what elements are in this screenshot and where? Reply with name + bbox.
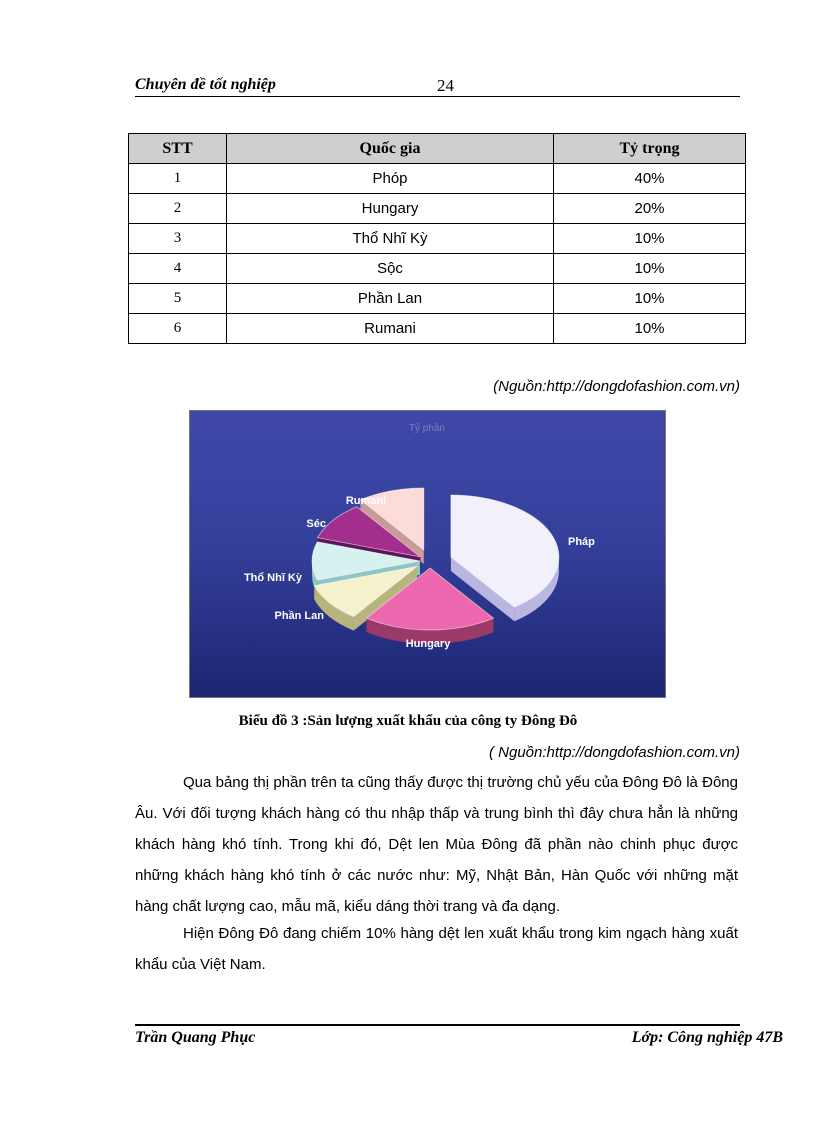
cell-stt: 1: [129, 164, 227, 194]
cell-country: Thổ Nhĩ Kỳ: [227, 224, 554, 254]
pie-label-phap: Pháp: [568, 536, 595, 548]
table-row: [129, 284, 746, 314]
table-row: [129, 314, 746, 344]
cell-stt: 3: [129, 224, 227, 254]
table-row: [129, 194, 746, 224]
column-header-country: Quốc gia: [227, 134, 554, 164]
footer-divider: [135, 1024, 740, 1026]
table-row: [129, 224, 746, 254]
table-row: [129, 254, 746, 284]
page-number: 24: [437, 76, 454, 95]
pie-chart-canvas: [190, 411, 665, 697]
footer-author: Trần Quang Phục: [135, 1029, 256, 1046]
cell-stt: 4: [129, 254, 227, 284]
cell-country: Sộc: [227, 254, 554, 284]
cell-country: Rumani: [227, 314, 554, 344]
chart-source-note: ( Nguồn:http://dongdofashion.com.vn): [489, 744, 740, 761]
body-paragraph-text: Hiện Đông Đô đang chiếm 10% hàng dệt len xuất khẩu trong kim ngạch hàng xuất khẩu của Việt Nam.: [135, 925, 738, 973]
cell-share: 10%: [554, 224, 746, 254]
cell-share: 40%: [554, 164, 746, 194]
column-header-share: Tỷ trọng: [554, 134, 746, 164]
column-header-stt: STT: [129, 134, 227, 164]
cell-country: Phóp: [227, 164, 554, 194]
pie-label-tho-nhi-ky: Thổ Nhĩ Kỳ: [243, 572, 302, 584]
cell-stt: 2: [129, 194, 227, 224]
cell-share: 20%: [554, 194, 746, 224]
page-header: [135, 74, 740, 97]
pie-label-sec: Séc: [306, 518, 326, 530]
table-source-note: (Nguồn:http://dongdofashion.com.vn): [493, 378, 740, 395]
pie-label-hungary: Hungary: [405, 638, 451, 650]
cell-country: Phần Lan: [227, 284, 554, 314]
market-share-table: [128, 133, 746, 344]
table-row: [129, 164, 746, 194]
cell-share: 10%: [554, 284, 746, 314]
pie-label-rumani: Rumani: [345, 495, 387, 507]
cell-share: 10%: [554, 254, 746, 284]
cell-country: Hungary: [227, 194, 554, 224]
body-paragraph-text: Qua bảng thị phần trên ta cũng thấy được thị trường chủ yếu của Đông Đô là Đông Âu. Với đối tượng khách hàng có thu nhập thấp và trung bình thì đây chưa hẳn là những khách hàng khó tính. Trong khi đó, Dệt len Mùa Đông đã phần nào chinh phục được những khách hàng khó tính ở các nước như: Mỹ, Nhật Bản, Hàn Quốc với những mặt hàng chất lượng cao, mẫu mã, kiểu dáng thời trang và đa dạng.: [135, 774, 738, 915]
cell-stt: 5: [129, 284, 227, 314]
chart-caption: Biểu đồ 3 :Sản lượng xuất khẩu của công ty Đông Đô: [238, 713, 578, 729]
table-header-row: [129, 134, 746, 164]
body-paragraph: [135, 918, 738, 980]
document-title: Chuyên đề tốt nghiệp: [135, 76, 276, 93]
cell-stt: 6: [129, 314, 227, 344]
body-paragraph: [135, 767, 738, 922]
footer-class: Lớp: Công nghiệp 47B: [631, 1029, 783, 1046]
chart-title: Tỷ phần: [408, 423, 446, 434]
cell-share: 10%: [554, 314, 746, 344]
pie-chart: [189, 410, 666, 698]
pie-label-phan-lan: Phần Lan: [274, 610, 324, 622]
